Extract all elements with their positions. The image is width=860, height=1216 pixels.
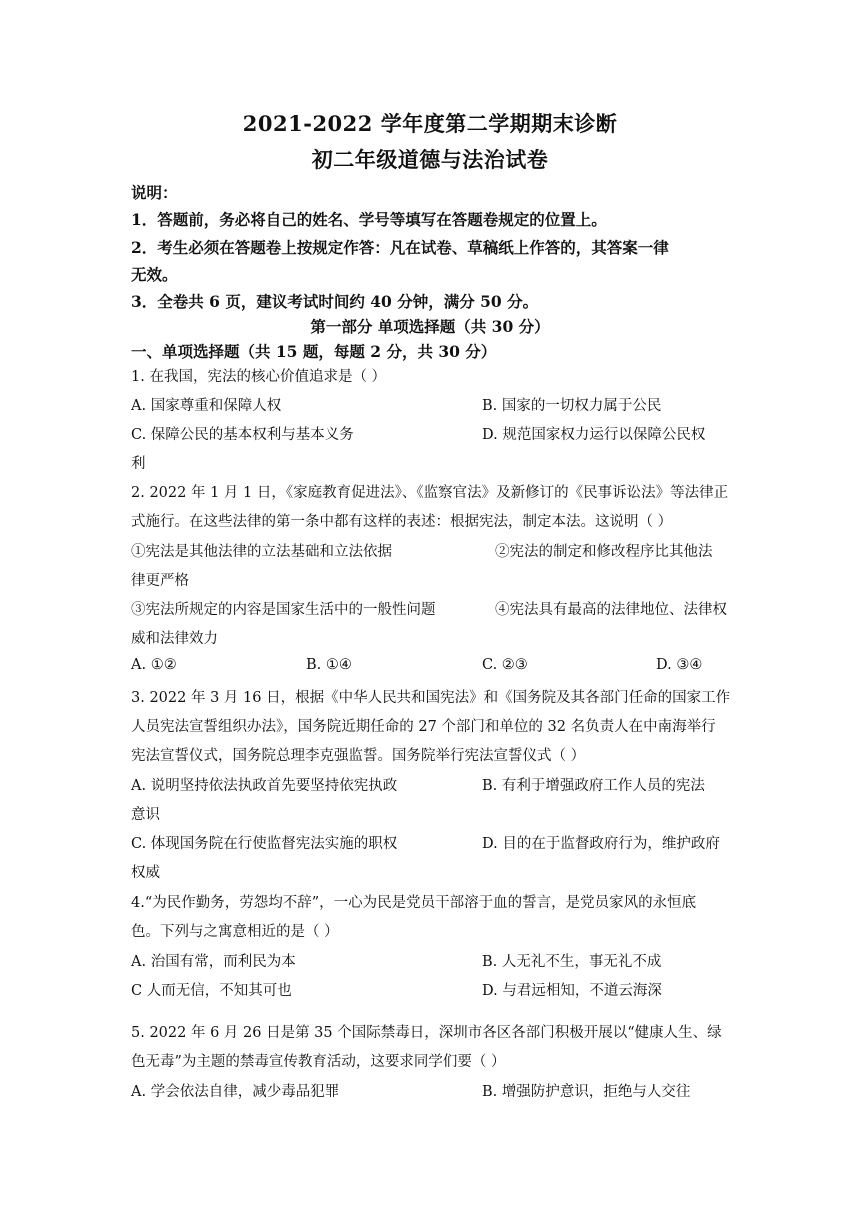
exam-subtitle: 初二年级道德与法治试卷 bbox=[311, 147, 549, 172]
question-3-option-d: D. 目的在于监督政府行为，维护政府 bbox=[482, 836, 720, 852]
question-3-stem-line-3: 宪法宣誓仪式，国务院总理李克强监誓。国务院举行宪法宣誓仪式（ ） bbox=[131, 748, 586, 764]
question-4-option-b: B. 人无礼不生，事无礼不成 bbox=[482, 954, 662, 970]
question-5-option-a: A. 学会依法自律，减少毒品犯罪 bbox=[131, 1084, 340, 1100]
question-5-stem-line-2: 色无毒”为主题的禁毒宣传教育活动，这要求同学们要（ ） bbox=[131, 1054, 506, 1070]
notes-label: 说明： bbox=[131, 183, 178, 202]
question-3-option-c: C. 体现国务院在行使监督宪法实施的职权 bbox=[131, 836, 398, 852]
question-4-option-c: C 人而无信，不知其可也 bbox=[131, 983, 292, 999]
note-1: 1．答题前，务必将自己的姓名、学号等填写在答题卷规定的位置上。 bbox=[131, 210, 607, 229]
part-one-title: 第一部分 单项选择题（共 30 分） bbox=[310, 317, 550, 336]
question-2-stem-line-1: 2. 2022 年 1 月 1 日，《家庭教育促进法》、《监察官法》及新修订的《民事诉讼法》等法律正 bbox=[131, 485, 729, 501]
question-2-stem-line-2: 式施行。在这些法律的第一条中都有这样的表述：根据宪法，制定本法。这说明（ ） bbox=[131, 514, 673, 530]
question-4-stem-line-2: 色。下列与之寓意相近的是（ ） bbox=[131, 924, 339, 940]
question-3-stem-line-1: 3. 2022 年 3 月 16 日，根据《中华人民共和国宪法》和《国务院及其各部门任命的国家工作 bbox=[131, 690, 731, 706]
question-1-option-a: A. 国家尊重和保障人权 bbox=[131, 398, 282, 414]
question-5-stem-line-1: 5. 2022 年 6 月 26 日是第 35 个国际禁毒日，深圳市各区各部门积极开展以“健康人生、绿 bbox=[131, 1025, 722, 1041]
note-2-continued: 无效。 bbox=[131, 265, 178, 284]
question-2-option-a: A. ①② bbox=[131, 657, 177, 673]
question-2-statement-1: ①宪法是其他法律的立法基础和立法依据 bbox=[131, 544, 392, 560]
question-2-option-b: B. ①④ bbox=[306, 657, 352, 673]
question-3-option-d-continued: 权威 bbox=[131, 865, 160, 881]
question-3-option-b-continued: 意识 bbox=[131, 807, 160, 823]
question-1-option-c: C. 保障公民的基本权利与基本义务 bbox=[131, 427, 354, 443]
question-2-statement-4-continued: 威和法律效力 bbox=[131, 631, 218, 647]
question-5-option-b: B. 增强防护意识，拒绝与人交往 bbox=[482, 1084, 691, 1100]
question-1-stem: 1. 在我国，宪法的核心价值追求是（ ） bbox=[131, 369, 387, 385]
exam-title: 2021-2022 学年度第二学期期末诊断 bbox=[242, 111, 618, 136]
question-2-option-c: C. ②③ bbox=[482, 657, 528, 673]
question-4-stem-line-1: 4.“为民作勤务，劳怨均不辞”，一心为民是党员干部溶于血的誓言，是党员家风的永恒底 bbox=[131, 895, 697, 911]
note-3: 3．全卷共 6 页，建议考试时间约 40 分钟，满分 50 分。 bbox=[131, 292, 539, 311]
question-1-option-d: D. 规范国家权力运行以保障公民权 bbox=[482, 427, 706, 443]
question-3-stem-line-2: 人员宪法宣誓组织办法》，国务院近期任命的 27 个部门和单位的 32 名负责人在中南海举行 bbox=[131, 719, 716, 735]
question-2-statement-2-continued: 律更严格 bbox=[131, 573, 189, 589]
question-3-option-a: A. 说明坚持依法执政首先要坚持依宪执政 bbox=[131, 778, 398, 794]
question-1-option-b: B. 国家的一切权力属于公民 bbox=[482, 398, 662, 414]
question-2-statement-2: ②宪法的制定和修改程序比其他法 bbox=[495, 544, 713, 560]
question-2-option-d: D. ③④ bbox=[656, 657, 703, 673]
question-3-option-b: B. 有利于增强政府工作人员的宪法 bbox=[482, 778, 705, 794]
question-4-option-d: D. 与君远相知，不道云海深 bbox=[482, 983, 662, 999]
section-heading: 一、单项选择题（共 15 题，每题 2 分，共 30 分） bbox=[131, 342, 497, 361]
question-2-statement-3: ③宪法所规定的内容是国家生活中的一般性问题 bbox=[131, 602, 436, 618]
question-4-option-a: A. 治国有常，而利民为本 bbox=[131, 954, 296, 970]
question-1-option-d-continued: 利 bbox=[131, 456, 146, 472]
note-2: 2．考生必须在答题卷上按规定作答：凡在试卷、草稿纸上作答的，其答案一律 bbox=[131, 238, 669, 257]
question-2-statement-4: ④宪法具有最高的法律地位、法律权 bbox=[495, 602, 727, 618]
